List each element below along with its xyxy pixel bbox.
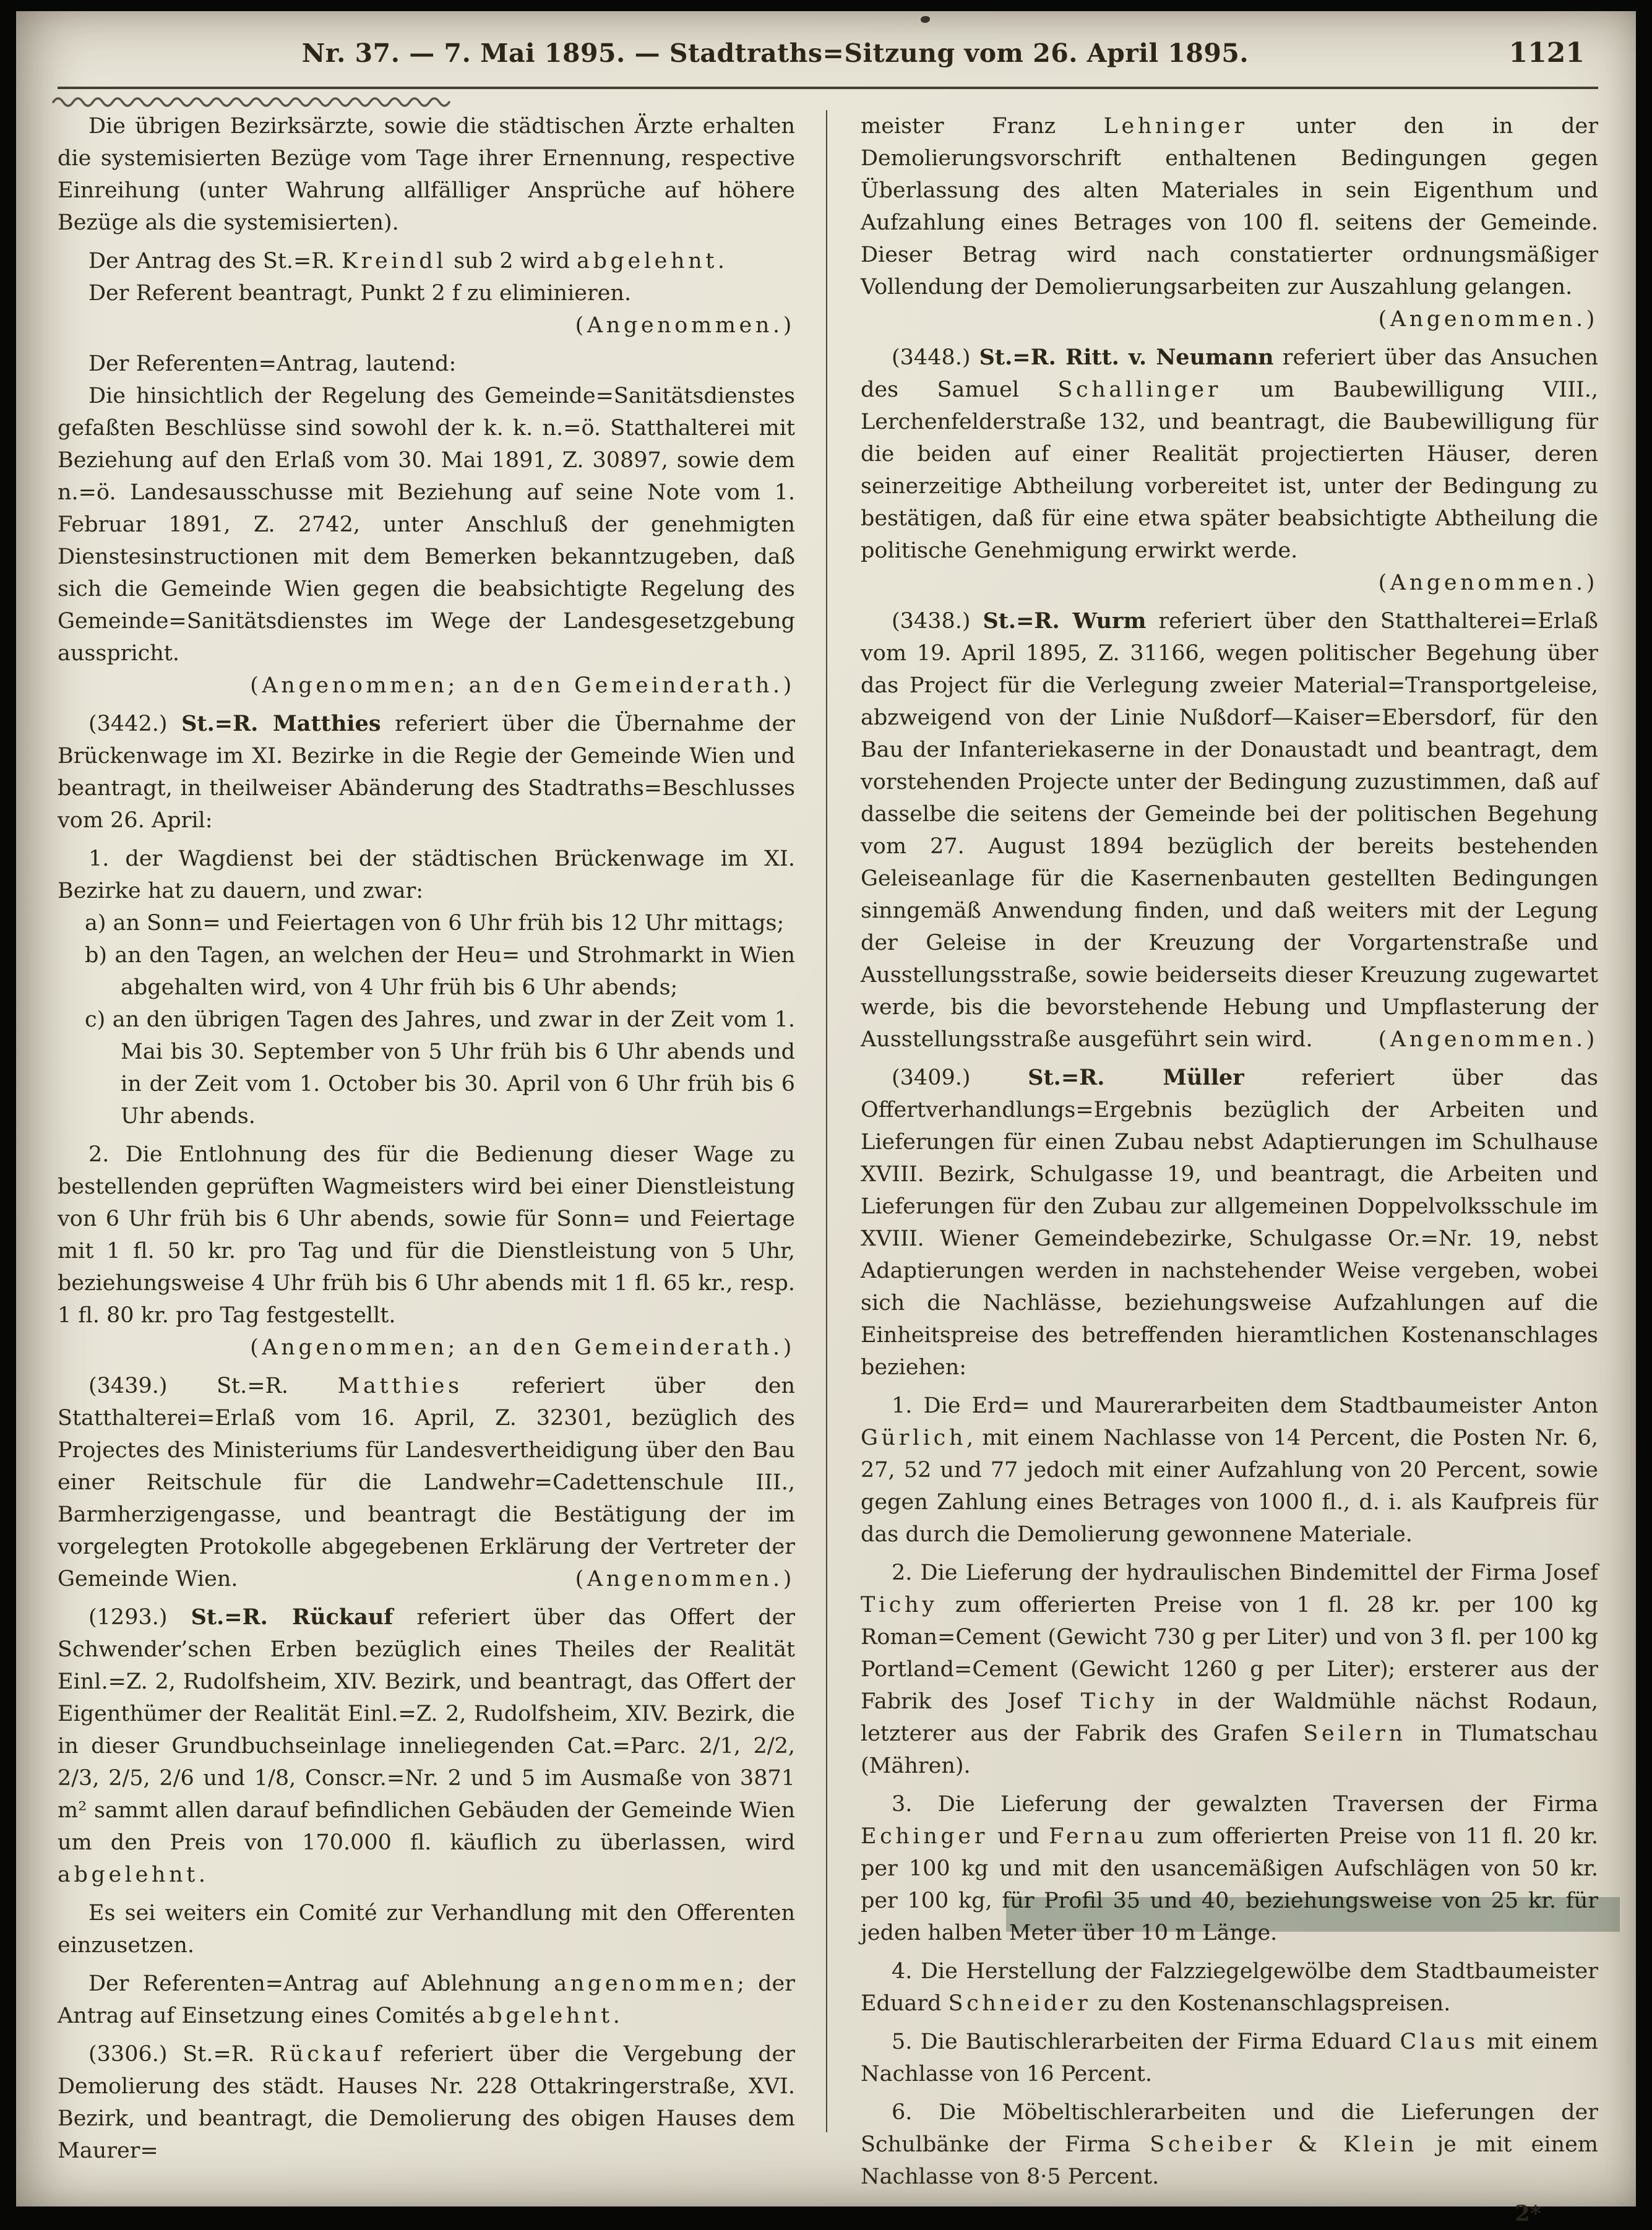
agenda-item-3306 (58, 2038, 795, 2167)
text-run: referiert über die Vergebung der Demolierung des städt. Hauses Nr. 228 Ottakringerstraße, XVI. Bezirk, und beantragt, die Demolierung des obigen Hauses dem Maurer= (58, 2042, 795, 2163)
text-run: Gürlich (861, 1426, 966, 1450)
right-column (861, 110, 1598, 2230)
page-title: Nr. 37. — 7. Mai 1895. — Stadtraths=Sitzung vom 26. April 1895. (301, 38, 1249, 68)
text-run: Schneider (948, 1991, 1091, 2016)
text-run: (3409.) (892, 1065, 1028, 1090)
text-run: (Angenommen.) (575, 313, 795, 338)
text-run: St.=R. Müller (1028, 1065, 1244, 1090)
text-run: 3. Die Lieferung der gewalzten Traversen der Firma (892, 1792, 1598, 1817)
text-run: Echinger (861, 1824, 989, 1849)
text-run: je mit einem Nachlasse von 8·5 Percent. (861, 2132, 1598, 2189)
text-run: 1. Die Erd= und Maurerarbeiten dem Stadtbaumeister Anton (892, 1393, 1598, 1418)
text-run: referiert über das Offert der Schwender’schen Erben bezüglich eines Theiles der Realität Einl.=Z. 2, Rudolfsheim, XIV. Bezirk, und beantragt, das Offert der Eigenthümer der Realität Einl.=Z. 2, Rudolfsheim, XIV. Bezirk, die in dieser Grundbuchseinlage inneliegenden Cat.=Parc. 2/1, 2/2, 2/3, 2/5, 2/6 und 1/8, Conscr.=Nr. 2 und 5 im Ausmaße von 3871 m² sammt allen darauf befindlichen Gebäuden der Gemeinde Wien um den Preis von 170.000 fl. käuflich zu überlassen, wird (58, 1605, 796, 1855)
decision-line (58, 669, 795, 702)
text-run: angenommen (554, 1971, 738, 1996)
text-run: Seilern (1303, 1721, 1406, 1746)
award-item-5 (861, 2026, 1598, 2090)
item-1c (58, 1004, 795, 1132)
text-run: ; der Antrag auf Einsetzung eines Comités (58, 1971, 795, 2028)
text-run: referiert über den Statthalterei=Erlaß vom 19. April 1895, Z. 31166, wegen politischer Begehung über das Project für die Verlegung zweier Material=Transportgeleise, abzweigend von der Linie Nußdorf—Kaiser=Ebersdorf, für den Bau der Infanteriekaserne in der Donaustadt und beantragt, dem vorstehenden Projecte unter der Bedingung zuzustimmen, daß auf dasselbe die seitens der Gemeinde bei der politischen Begehung vom 27. August 1894 bezüglich der bereits bestehenden Geleiseanlage für die Kasernenbauten gestellten Bedingungen sinngemäß Anwendung finden, und daß weiters mit der Legung der Geleise in der Kreuzung der Vorgartenstraße und Ausstellungsstraße, sowie beiderseits dieser Kreuzung zugewartet werde, bis die bevorstehende Hebung und Umpflasterung der Ausstellungsstraße ausgeführt sein wird. (861, 609, 1598, 1052)
text-run: Schallinger (1057, 377, 1222, 402)
text-run: 4. Die Herstellung der Falzziegelgewölbe dem Stadtbaumeister Eduard (861, 1959, 1598, 2016)
text-run: . (198, 1862, 205, 1887)
referenten-antrag-text (58, 380, 795, 669)
motion-referent (58, 277, 795, 309)
continuation-maurermeister (861, 110, 1598, 303)
text-run: . (613, 2004, 620, 2028)
text-run: b) an den Tagen, an welchen der Heu= und Strohmarkt in Wien abgehalten wird, von 4 Uhr früh bis 6 Uhr abends; (85, 943, 795, 1000)
text-run: 6. Die Möbeltischlerarbeiten und die Lieferungen der Schulbänke der Firma (861, 2100, 1598, 2157)
text-run: St.=R. Rückauf (191, 1604, 394, 1630)
text-run: sub 2 wird (447, 249, 577, 273)
text-run: 2. Die Lieferung der hydraulischen Bindemittel der Firma Josef (892, 1561, 1598, 1585)
text-run: meister Franz (861, 114, 1104, 139)
text-run: , mit einem Nachlasse von 14 Percent, die Posten Nr. 6, 27, 52 und 77 jedoch mit einer Aufzahlung von 20 Percent, sowie gegen Zahlung eines Betrages von 1000 fl., d. i. als Kaufpreis für das durch die Demolierung gewonnene Materiale. (861, 1426, 1598, 1547)
referenten-antrag-intro (58, 348, 795, 380)
text-run: St.=R. Wurm (983, 608, 1147, 634)
wavy-underline (52, 92, 460, 109)
page-number: 1121 (1508, 37, 1585, 69)
text-run: Die übrigen Bezirksärzte, sowie die städtischen Ärzte erhalten die systemisierten Bezüge vom Tage ihrer Ernennung, respective Einreihung (unter Wahrung allfälliger Ansprüche auf höhere Bezüge als die systemisierten). (58, 114, 795, 235)
text-run: um Baubewilligung VIII., Lerchenfelderstraße 132, und beantragt, die Baubewilligung für die beiden auf einer Realität projectierten Häuser, deren seinerzeitige Abtheilung vorbereitet ist, unter der Bedingung zu bestätigen, daß für eine etwa später beabsichtigte Abtheilung die politische Genehmigung erwirkt werde. (861, 377, 1598, 563)
text-run: Lehninger (1103, 114, 1248, 139)
agenda-item-3409 (861, 1062, 1598, 1384)
agenda-item-1293 (58, 1601, 795, 1891)
text-run: (Angenommen; an den Gemeinderath.) (250, 673, 795, 698)
text-run: Der Referent beantragt, Punkt 2 f zu eliminieren. (88, 281, 632, 306)
text-run: (3306.) St.=R. (88, 2042, 270, 2067)
item-1-wagdienst (58, 843, 795, 907)
text-run: Der Antrag des St.=R. (88, 249, 342, 273)
text-run: Der Referenten=Antrag, lautend: (88, 351, 457, 376)
text-columns (58, 110, 1598, 2230)
text-run: (Angenommen.) (1378, 1027, 1598, 1052)
text-run: (3442.) (88, 712, 182, 736)
text-run: (3448.) (892, 345, 979, 370)
text-run: 1. der Wagdienst bei der städtischen Brückenwage im XI. Bezirke hat zu dauern, und zwar: (58, 846, 795, 903)
text-run: referiert über das Offertverhandlungs=Ergebnis bezüglich der Arbeiten und Lieferungen für einen Zubau nebst Adaptierungen im Schulhause XVIII. Bezirk, Schulgasse 19, und beantragt, die Arbeiten und Lieferungen für den Zubau zur allgemeinen Doppelvolksschule im XVIII. Wiener Gemeindebezirke, Schulgasse Or.=Nr. 19, nebst Adaptierungen werden in nachstehender Weise vergeben, wobei sich die Nachlässe, beziehungsweise Aufzahlungen auf die Einheitspreise des betreffenden hieramtlichen Kostenanschlages beziehen: (861, 1065, 1598, 1380)
text-run: zum offerierten Preise von 1 fl. 28 kr. per 100 kg Roman=Cement (Gewicht 730 g per Liter) und von 3 fl. per 100 kg Portland=Cement (Gewicht 1260 g per Liter); ersterer aus der Fabrik des Josef (861, 1593, 1598, 1714)
comite-note (58, 1897, 795, 1961)
decision-comite (58, 1968, 795, 2032)
text-run: Rückauf (270, 2042, 385, 2067)
text-run: mit einem Nachlasse von 16 Percent. (861, 2030, 1598, 2086)
text-run: St.=R. Matthies (181, 711, 381, 736)
text-run: unter den in der Demolierungsvorschrift enthaltenen Bedingungen gegen Überlassung des alten Materiales in sein Eigenthum und Aufzahlung eines Betrages von 100 fl. seitens der Gemeinde. Dieser Betrag wird nach constatierter ordnungsmäßiger Vollendung der Demolierungsarbeiten zur Auszahlung gelangen. (861, 114, 1598, 299)
text-run: Claus (1400, 2030, 1479, 2054)
decision-line (861, 303, 1598, 335)
text-run: (1293.) (88, 1605, 191, 1630)
text-run: (Angenommen.) (575, 1567, 795, 1591)
text-run: (Angenommen; an den Gemeinderath.) (250, 1335, 795, 1360)
award-item-2 (861, 1557, 1598, 1782)
signature-mark (861, 2198, 1598, 2230)
text-run: 2. Die Entlohnung des für die Bedienung dieser Wage zu bestellenden geprüften Wagmeisters wird bei einer Dienstleistung von 6 Uhr früh bis 6 Uhr abends, sowie für Sonn= und Feiertage mit 1 fl. 50 kr. pro Tag und für die Dienstleistung von 5 Uhr, beziehungsweise 4 Uhr früh bis 6 Uhr abends mit 1 fl. 65 kr., resp. 1 fl. 80 kr. pro Tag festgestellt. (58, 1142, 795, 1328)
header-rule (58, 87, 1598, 89)
award-item-3 (861, 1788, 1598, 1949)
text-run: referiert über den Statthalterei=Erlaß vom 16. April, Z. 32301, bezüglich des Projectes des Ministeriums für Landesvertheidigung über den Bau einer Reitschule für die Landwehr=Cadettenschule III., Barmherzigengasse, und beantragt die Bestätigung der im vorgelegten Protokolle abgegebenen Erklärung der Vertreter der Gemeinde Wien. (58, 1374, 795, 1591)
text-run: in Tlumatschau (Mähren). (861, 1721, 1599, 1778)
text-run: Der Referenten=Antrag auf Ablehnung (88, 1971, 554, 1996)
text-run: (Angenommen.) (1378, 307, 1598, 332)
text-run: abgelehnt (577, 249, 718, 273)
text-run: abgelehnt (471, 2004, 613, 2028)
text-run: referiert über das Ansuchen des Samuel (861, 345, 1599, 402)
text-run: a) an Sonn= und Feiertagen von 6 Uhr früh bis 12 Uhr mittags; (85, 911, 785, 936)
decision-line (58, 309, 795, 342)
text-run: zu den Kostenanschlagspreisen. (1091, 1991, 1451, 2016)
decision-line (861, 567, 1598, 599)
text-run: referiert über die Übernahme der Brückenwage im XI. Bezirke in die Regie der Gemeinde Wien und beantragt, in theilweiser Abänderung des Stadtraths=Beschlusses vom 26. April: (58, 712, 795, 833)
text-run: Fernau (1049, 1824, 1148, 1849)
text-run: Tichy (861, 1593, 938, 1617)
agenda-item-3438 (861, 605, 1598, 1056)
left-column (58, 110, 795, 2230)
text-run: (3438.) (892, 609, 983, 634)
text-run: (3439.) St.=R. (88, 1374, 338, 1398)
text-run: Scheiber & Klein (1150, 2132, 1418, 2157)
text-run: in der Waldmühle nächst Rodaun, letzterer aus der Fabrik des Grafen (861, 1689, 1598, 1746)
award-item-6 (861, 2096, 1598, 2193)
text-run: Kreindl (341, 249, 447, 273)
item-2-entlohnung (58, 1139, 795, 1332)
item-1b (58, 939, 795, 1004)
motion-kreindl (58, 245, 795, 277)
agenda-item-3442 (58, 708, 795, 837)
text-run: Matthies (337, 1374, 463, 1398)
award-item-4 (861, 1955, 1598, 2020)
text-run: c) an den übrigen Tagen des Jahres, und zwar in der Zeit vom 1. Mai bis 30. September von 5 Uhr früh bis 6 Uhr abends und in der Zeit vom 1. October bis 30. April von 6 Uhr früh bis 6 Uhr abends. (85, 1007, 795, 1129)
text-run: Es sei weiters ein Comité zur Verhandlung mit den Offerenten einzusetzen. (58, 1901, 795, 1958)
text-run: Tichy (1080, 1689, 1158, 1714)
text-run: (Angenommen.) (1378, 570, 1598, 595)
agenda-item-3439 (58, 1370, 795, 1595)
page-header (58, 38, 1598, 77)
ink-speck (921, 16, 930, 23)
text-run: Die hinsichtlich der Regelung des Gemeinde=Sanitätsdienstes gefaßten Beschlüsse sind sowohl der k. k. n.=ö. Statthalterei mit Beziehung auf den Erlaß vom 30. Mai 1891, Z. 30897, sowie dem n.=ö. Landesausschusse mit Beziehung auf seine Note vom 1. Februar 1891, Z. 2742, unter Anschluß der genehmigten Dienstesinstructionen mit dem Bemerken bekanntzugeben, daß sich die Gemeinde Wien gegen die beabsichtigte Regelung des Gemeinde=Sanitätsdienstes im Wege der Landesgesetzgebung ausspricht. (58, 384, 795, 666)
award-item-1 (861, 1390, 1598, 1551)
text-run: abgelehnt (58, 1862, 199, 1887)
item-1a (58, 907, 795, 939)
text-run: . (717, 249, 725, 273)
text-run: 2* (1515, 2201, 1541, 2226)
paragraph-bezirksaerzte (58, 110, 795, 239)
text-run: 5. Die Bautischlerarbeiten der Firma Eduard (892, 2030, 1400, 2054)
agenda-item-3448 (861, 342, 1598, 567)
text-run: St.=R. Ritt. v. Neumann (979, 345, 1274, 370)
text-run: und (988, 1824, 1049, 1849)
document-page (16, 11, 1636, 2226)
decision-line (58, 1332, 795, 1364)
text-run: zum offerierten Preise von 11 fl. 20 kr. per 100 kg und mit den usancemäßigen Aufschlägen von 50 kr. per 100 kg, für Profil 35 und 40, beziehungsweise von 25 kr. für jeden halben Meter über 10 m Länge. (861, 1824, 1598, 1945)
column-divider (826, 110, 827, 2132)
